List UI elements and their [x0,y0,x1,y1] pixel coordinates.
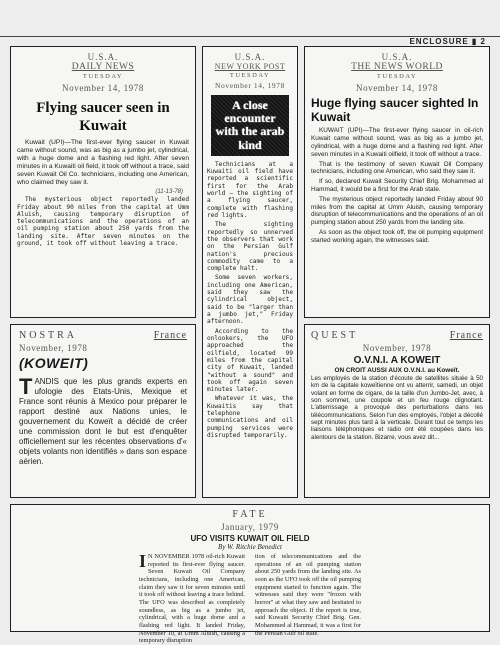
ny-post-paragraph: The sighting reportedly so unnerved the observers that work on the Persian Gulf nation's precious commodity came to a complete halt. [207,221,293,273]
daily-news-name: DAILY NEWS [71,62,135,73]
daily-news-headline: Flying saucer seen in Kuwait [36,99,170,134]
enclosure-text: ENCLOSURE [409,37,469,46]
fate-paragraph: N NOVEMBER 1978 oil-rich Kuwait reported its first-ever flying saucer. Seven Kuwait Oil Company technicians, including one American, claim they saw it for seven minutes until it took off without leaving a trace behind. The UFO was described as completely soundless, as big as a jumbo jet, cylindrical, with a huge dome and a flashing red light. It landed Friday, November 10, at Umm Aluish, causing a temporary disruption [139,553,245,645]
fate-byline: By W. Ritchie Benedict [218,543,282,551]
daily-news-country: U.S.A. [87,52,119,62]
fate-paragraph: tion of telecommunications and the operations of an oil pumping station about 250 yards from the landing site. As soon as the UFO took off the oil pumping equipment started to function again. The witnesses said they were "frozen with horror" at what they saw and hesitated to approach the object. If the report is true, said Kuwaiti Security Chief Brig. Gen. Mohammed al Hammad, it was a first for the Persian Gulf oil state. [255,553,361,637]
daily-news-date: November 14, 1978 [62,82,144,93]
enclosure-label: ENCLOSURE ▮ 2 [409,37,486,46]
fate-date: January, 1979 [221,522,279,532]
daily-news-day: TUESDAY [82,73,124,81]
news-world-paragraph: The mysterious object reportedly landed Friday about 90 miles from the capital at Umm Aluish, causing temporary disruption of telecommunications and the operations of an oil pumping station about 250 yards from the landing site. [311,195,483,227]
fate-masthead [19,509,481,520]
daily-news-paragraph: Kuwait (UPI)—The first-ever flying saucer in Kuwait came without sound, was as big as a jumbo jet, cylindrical, with a huge dome and a flashing red light. After seven minutes in a Kuwaiti oil field, it took off without a trace, said seven Kuwait Oil Co. technicians, including one American, who claimed they saw it. [17,138,189,186]
daily-news-masthead [17,52,189,81]
quest-date: November, 1978 [362,343,432,353]
clipping-new-york-post [202,46,298,498]
clipping-fate [10,504,490,645]
clipping-news-world [304,46,490,318]
nostra-body [19,374,187,467]
fate-dropcap: I [139,551,147,571]
quest-headline: O.V.N.I. A KOWEIT [353,355,441,366]
quest-paragraph: Les employés de la station d'écoute de satellites située à 50 km de la capitale koweïtienne ont vu atterrir, samedi, un objet volant en forme de cigare, de la taille d'un Jumbo-Jet, avec, à son sommet, une coupole et un feu rouge clignotant. L'atterrissage a provoqué des perturbations dans les télécommunications. Selon l'un des employés, l'objet a décollé sept minutes plus tard à la verticale. Durant tout ce temps les liaisons téléphoniques et radio ont été coupées dans les alentours de la station. Bizarre, vous avez dit... [311,375,483,441]
daily-news-body [17,139,189,248]
news-world-body [311,127,483,244]
nostra-dropcap: T [19,374,33,399]
ny-post-paragraph: Some seven workers, including one American, said they saw the cylindrical object, said to be "larger than a jumbo jet," Friday afternoon. [207,274,293,326]
ny-post-body [207,161,293,440]
ny-post-date: November 14, 1978 [215,81,285,90]
news-world-masthead [311,52,483,81]
clipping-quest [304,324,490,498]
news-world-day: TUESDAY [376,73,418,81]
ny-post-paragraph: Whatever it was, the Kuwaitis say that telephone communications and oil pumping services were disrupted temporarily. [207,395,293,439]
ny-post-paragraph: According to the onlookers, the UFO approached the oilfield, located 99 miles from the capital city of Kuwait, landed "without a sound" and took off again seven minutes later. [207,327,293,394]
clipping-daily-news [10,46,196,318]
fate-columns [19,553,481,645]
news-world-paragraph: That is the testimony of seven Kuwait Oil Company technicians, including one American, who said they saw it. [311,160,483,176]
nostra-country: France [153,330,187,341]
ny-post-day: TUESDAY [229,71,271,79]
enclosure-page-number: 2 [480,37,486,46]
fate-headline: UFO VISITS KUWAIT OIL FIELD [190,534,310,543]
ny-post-masthead [207,52,293,79]
nostra-date: November, 1978 [19,343,88,353]
header-rule [0,36,500,37]
news-world-paragraph: KUWAIT (UPI)—The first-ever flying saucer in oil-rich Kuwait came without sound, was as big as a jumbo jet, cylindrical, with a huge dome and a flashing red light. After seven minutes in a Kuwaiti oilfield, it took off without a trace. [311,127,483,158]
nostra-headline: (KOWEIT) [19,355,89,371]
ny-post-country: U.S.A. [234,52,266,62]
clipping-nostra [10,324,196,498]
quest-masthead [311,330,483,341]
news-world-date: November 14, 1978 [356,82,438,93]
news-world-country: U.S.A. [381,52,413,62]
ny-post-name: NEW YORK POST [214,62,286,72]
quest-name: QUEST [311,330,359,341]
news-world-name: THE NEWS WORLD [351,62,443,73]
daily-news-paragraph: The mysterious object reportedly landed Friday about 90 miles from the capital at Umm Aluish, causing temporary disruption of telecommunications and the operations of an oil pumping station about 250 yards from the landing site. After seven minutes on the ground, it took off without leaving a trace. [17,196,189,248]
nostra-masthead [19,330,187,341]
fate-column-1 [139,553,245,645]
news-world-headline: Huge flying saucer sighted In Kuwait [311,95,479,124]
news-world-paragraph: If so, declared Kuwait Security Chief Brig. Mohammed al Hammad, it would be a first for the Arab state. [311,178,483,194]
fate-name: FATE [232,509,268,520]
daily-news-handwritten-date: (11-13-78) [155,188,183,195]
quest-country: France [449,330,483,341]
news-world-paragraph: As soon as the object took off, the oil pumping equipment started working again, the witnesses said. [311,229,483,244]
fate-column-2 [255,553,361,645]
nostra-paragraph: ANDIS que les plus grands experts en ufologie des Etats-Unis, Mexique et France sont réunis à Mexico pour préparer le rapport destiné aux Nations unies, le gouvernement du Koweït a décidé de créer une commission dont le but est d'enquêter officiellement sur les récentes observations d'« objets volants non identifiés » dans son espace aérien. [19,377,187,466]
nostra-name: NOSTRA [19,330,78,341]
ny-post-headline: A close encounter with the arab kind [211,95,289,156]
quest-subhead: ON CROIT AUSSI AUX O.V.N.I. au Koweït. [334,367,460,374]
ny-post-paragraph: Technicians at a Kuwaiti oil field have reported a scientific first for the Arab world — the sighting of a flying saucer, complete with flashing red lights. [207,160,293,219]
